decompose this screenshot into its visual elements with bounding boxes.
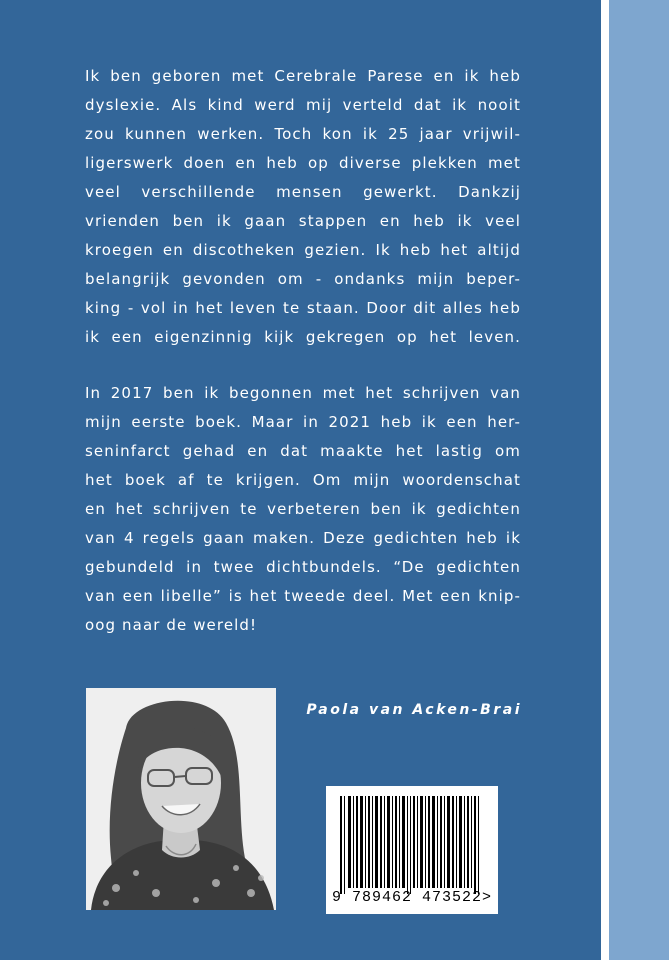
blurb-line: ik een eigenzinnig kijk gekregen op het leven. (85, 328, 521, 346)
blurb-line: veel verschillende mensen gewerkt. Dankzij (85, 183, 521, 201)
blurb-line: dyslexie. Als kind werd mij verteld dat ik nooit (85, 96, 521, 114)
author-photo (86, 688, 276, 910)
blurb-line: gebundeld in twee dichtbundels. “De gedichten (85, 558, 521, 576)
quiet-zone-mark: > (482, 889, 493, 906)
book-spine (609, 0, 669, 960)
blurb-line: vrienden ben ik gaan stappen en heb ik veel (85, 212, 521, 230)
spine-divider (601, 0, 609, 960)
author-name: Paola van Acken-Brai (306, 702, 522, 718)
isbn-number (326, 889, 498, 909)
blurb-line: zou kunnen werken. Toch kon ik 25 jaar vrijwil- (85, 125, 521, 143)
blurb-line: en het schrijven te verbeteren ben ik gedichten (85, 500, 521, 518)
blurb-line: seninfarct gehad en dat maakte het lastig om (85, 442, 521, 460)
blurb-line: In 2017 ben ik begonnen met het schrijven van (85, 384, 521, 402)
blurb-line: belangrijk gevonden om - ondanks mijn beper- (85, 270, 521, 288)
blurb-line: het boek af te krijgen. Om mijn woordenschat (85, 471, 521, 489)
author-portrait-illustration (86, 688, 276, 910)
blurb-line: van 4 regels gaan maken. Deze gedichten heb ik (85, 529, 521, 547)
blurb-line: Ik ben geboren met Cerebrale Parese en ik heb (85, 67, 521, 85)
blurb-line: king - vol in het leven te staan. Door dit alles heb (85, 299, 521, 317)
blurb-line: kroegen en discotheken gezien. Ik heb het altijd (85, 241, 521, 259)
blurb-line: van een libelle” is het tweede deel. Met een knip- (85, 587, 521, 605)
blurb-line: oog naar de wereld! (85, 616, 258, 634)
blurb-paragraph-1 (85, 62, 521, 352)
blurb-line: mijn eerste boek. Maar in 2021 heb ik een her- (85, 413, 521, 431)
isbn-barcode (326, 786, 498, 914)
isbn-digits-text: 9 789462 473522 (331, 889, 482, 906)
blurb-line: ligerswerk doen en heb op diverse plekken met (85, 154, 521, 172)
blurb-paragraph-2 (85, 379, 521, 640)
